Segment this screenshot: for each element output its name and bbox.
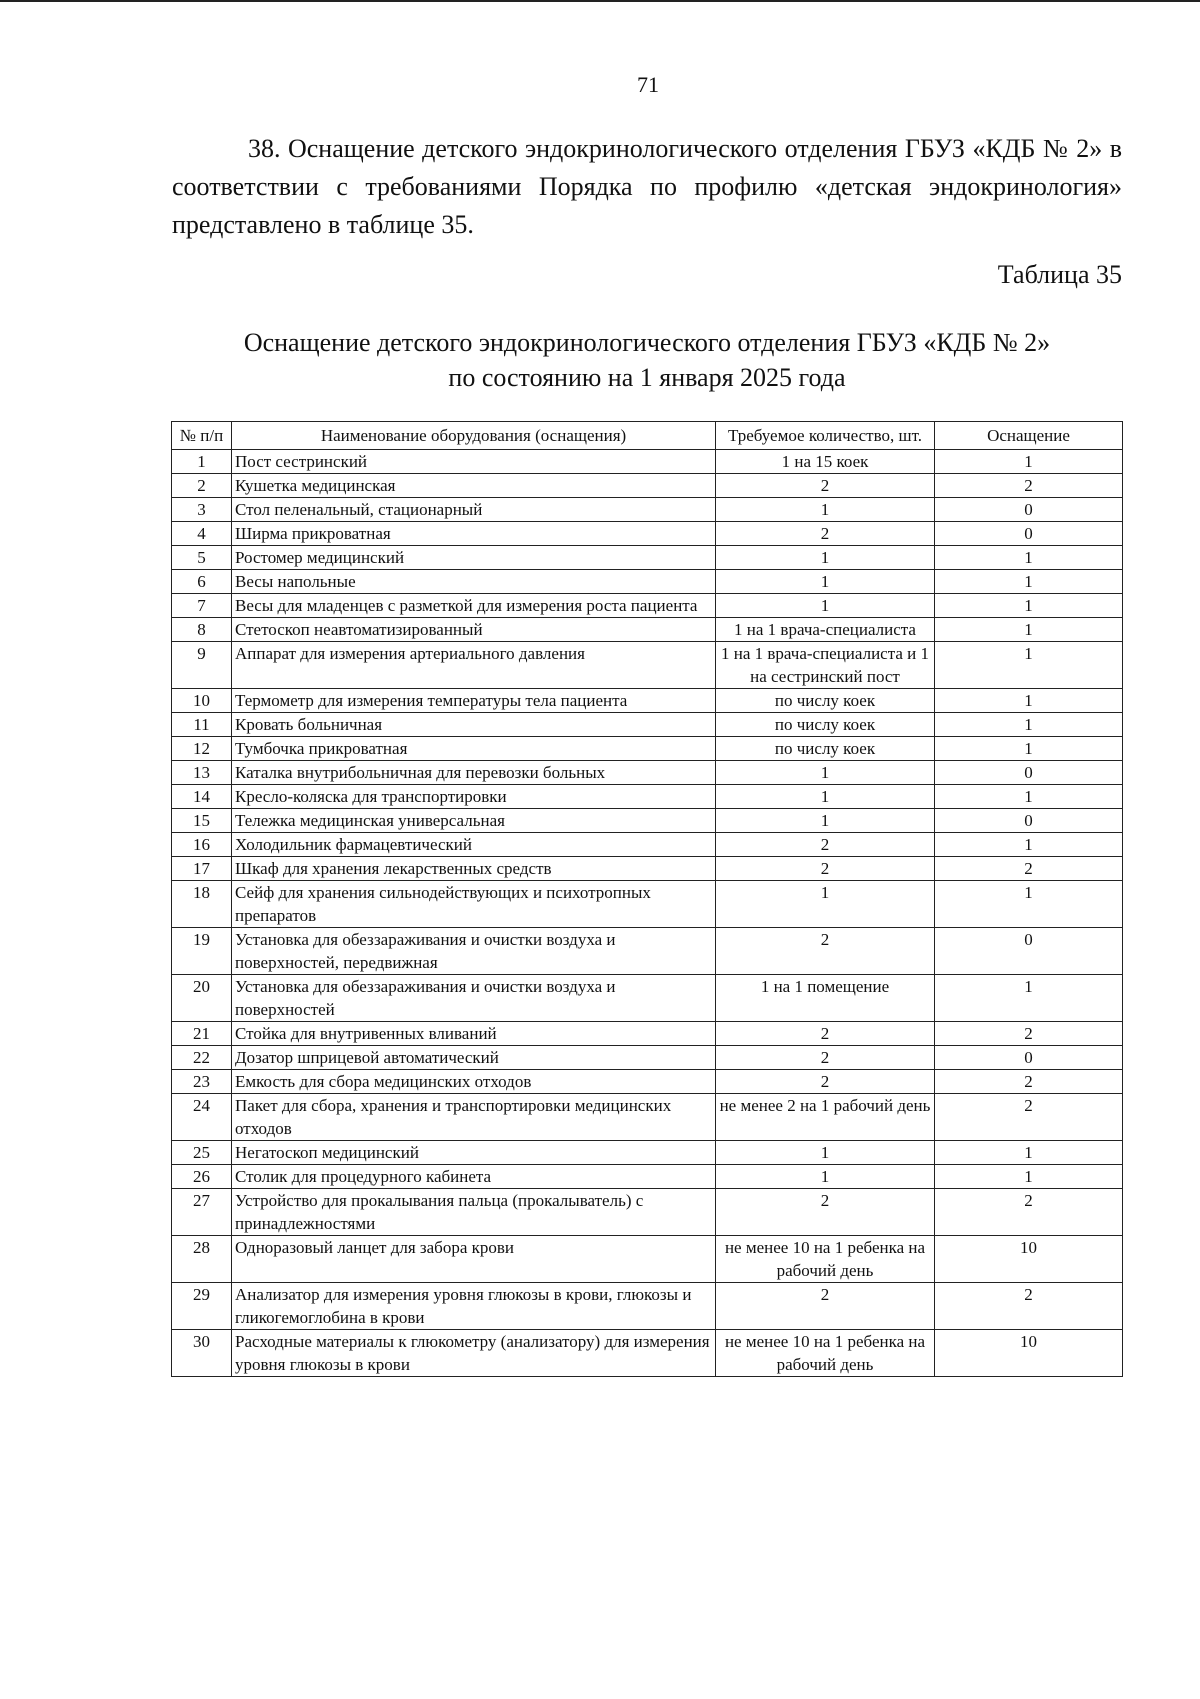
row-num: 27 [172, 1189, 232, 1236]
header-num: № п/п [172, 422, 232, 450]
table-row [172, 522, 1123, 546]
table-row [172, 1283, 1123, 1330]
row-required: не менее 10 на 1 ребенка на рабочий день [716, 1330, 935, 1377]
row-equipped: 2 [935, 474, 1123, 498]
row-equipped: 2 [935, 857, 1123, 881]
table-title-line-1: Оснащение детского эндокринологического отделения ГБУЗ «КДБ № 2» [243, 328, 1051, 357]
row-required: 1 [716, 1141, 935, 1165]
row-name: Анализатор для измерения уровня глюкозы в крови, глюкозы и гликогемоглобина в крови [232, 1283, 716, 1330]
table-row [172, 1046, 1123, 1070]
row-num: 1 [172, 450, 232, 474]
row-equipped: 0 [935, 498, 1123, 522]
row-required: не менее 2 на 1 рабочий день [716, 1094, 935, 1141]
row-required: 1 [716, 1165, 935, 1189]
row-required: 1 [716, 570, 935, 594]
table-row [172, 809, 1123, 833]
table-row [172, 689, 1123, 713]
row-num: 30 [172, 1330, 232, 1377]
row-required: 1 на 1 помещение [716, 975, 935, 1022]
table-row [172, 881, 1123, 928]
row-name: Пакет для сбора, хранения и транспортировки медицинских отходов [232, 1094, 716, 1141]
row-equipped: 2 [935, 1094, 1123, 1141]
table-row [172, 928, 1123, 975]
row-name: Установка для обеззараживания и очистки воздуха и поверхностей [232, 975, 716, 1022]
row-required: 1 [716, 785, 935, 809]
row-equipped: 1 [935, 618, 1123, 642]
row-num: 6 [172, 570, 232, 594]
row-name: Сейф для хранения сильнодействующих и психотропных препаратов [232, 881, 716, 928]
page-number: 71 [637, 72, 659, 97]
row-num: 23 [172, 1070, 232, 1094]
row-equipped: 2 [935, 1189, 1123, 1236]
row-name: Стетоскоп неавтоматизированный [232, 618, 716, 642]
header-required: Требуемое количество, шт. [716, 422, 935, 450]
table-row [172, 713, 1123, 737]
row-equipped: 1 [935, 881, 1123, 928]
row-name: Тележка медицинская универсальная [232, 809, 716, 833]
row-equipped: 0 [935, 809, 1123, 833]
row-num: 21 [172, 1022, 232, 1046]
row-num: 14 [172, 785, 232, 809]
row-num: 11 [172, 713, 232, 737]
row-required: по числу коек [716, 689, 935, 713]
row-num: 15 [172, 809, 232, 833]
row-required: 2 [716, 1022, 935, 1046]
header-equipped: Оснащение [935, 422, 1123, 450]
row-required: 1 [716, 809, 935, 833]
row-name: Негатоскоп медицинский [232, 1141, 716, 1165]
row-name: Тумбочка прикроватная [232, 737, 716, 761]
row-num: 19 [172, 928, 232, 975]
row-num: 17 [172, 857, 232, 881]
row-equipped: 1 [935, 1141, 1123, 1165]
table-row [172, 450, 1123, 474]
row-num: 9 [172, 642, 232, 689]
row-equipped: 2 [935, 1283, 1123, 1330]
row-equipped: 1 [935, 570, 1123, 594]
row-name: Стол пеленальный, стационарный [232, 498, 716, 522]
row-name: Кушетка медицинская [232, 474, 716, 498]
row-required: не менее 10 на 1 ребенка на рабочий день [716, 1236, 935, 1283]
row-num: 8 [172, 618, 232, 642]
row-equipped: 2 [935, 1022, 1123, 1046]
row-num: 2 [172, 474, 232, 498]
row-name: Емкость для сбора медицинских отходов [232, 1070, 716, 1094]
row-required: 2 [716, 833, 935, 857]
row-required: 2 [716, 1046, 935, 1070]
row-required: 1 на 1 врача-специалиста [716, 618, 935, 642]
table-caption: Таблица 35 [997, 260, 1122, 289]
row-num: 16 [172, 833, 232, 857]
table-row [172, 1022, 1123, 1046]
row-name: Кровать больничная [232, 713, 716, 737]
row-name: Ширма прикроватная [232, 522, 716, 546]
page-top-border [0, 0, 1200, 2]
row-name: Стойка для внутривенных вливаний [232, 1022, 716, 1046]
row-num: 7 [172, 594, 232, 618]
row-required: 2 [716, 1283, 935, 1330]
row-required: по числу коек [716, 713, 935, 737]
row-equipped: 1 [935, 546, 1123, 570]
row-num: 5 [172, 546, 232, 570]
table-row [172, 975, 1123, 1022]
row-num: 28 [172, 1236, 232, 1283]
row-name: Весы для младенцев с разметкой для измерения роста пациента [232, 594, 716, 618]
row-required: 1 [716, 594, 935, 618]
row-name: Устройство для прокалывания пальца (прокалыватель) с принадлежностями [232, 1189, 716, 1236]
row-equipped: 10 [935, 1330, 1123, 1377]
table-row [172, 618, 1123, 642]
row-required: 2 [716, 522, 935, 546]
row-name: Установка для обеззараживания и очистки воздуха и поверхностей, передвижная [232, 928, 716, 975]
row-num: 13 [172, 761, 232, 785]
row-num: 29 [172, 1283, 232, 1330]
row-name: Аппарат для измерения артериального давления [232, 642, 716, 689]
table-row [172, 1141, 1123, 1165]
row-name: Столик для процедурного кабинета [232, 1165, 716, 1189]
row-required: 1 [716, 881, 935, 928]
row-required: 2 [716, 1070, 935, 1094]
row-num: 3 [172, 498, 232, 522]
row-required: 2 [716, 928, 935, 975]
row-name: Термометр для измерения температуры тела пациента [232, 689, 716, 713]
row-required: 2 [716, 474, 935, 498]
row-name: Дозатор шприцевой автоматический [232, 1046, 716, 1070]
row-name: Ростомер медицинский [232, 546, 716, 570]
row-equipped: 1 [935, 689, 1123, 713]
row-num: 4 [172, 522, 232, 546]
row-num: 10 [172, 689, 232, 713]
table-body [172, 450, 1123, 1377]
row-equipped: 0 [935, 928, 1123, 975]
table-row [172, 737, 1123, 761]
table-row [172, 1189, 1123, 1236]
row-required: 1 на 1 врача-специалиста и 1 на сестринский пост [716, 642, 935, 689]
row-name: Весы напольные [232, 570, 716, 594]
row-equipped: 1 [935, 737, 1123, 761]
table-row [172, 642, 1123, 689]
table-row [172, 570, 1123, 594]
table-title-line-2: по состоянию на 1 января 2025 года [448, 363, 846, 392]
row-required: 2 [716, 857, 935, 881]
table-row [172, 1236, 1123, 1283]
row-equipped: 1 [935, 594, 1123, 618]
row-equipped: 10 [935, 1236, 1123, 1283]
table-header-row [172, 422, 1123, 450]
table-row [172, 833, 1123, 857]
row-num: 18 [172, 881, 232, 928]
table-row [172, 1094, 1123, 1141]
table-row [172, 1330, 1123, 1377]
row-num: 12 [172, 737, 232, 761]
row-name: Пост сестринский [232, 450, 716, 474]
row-name: Расходные материалы к глюкометру (анализатору) для измерения уровня глюкозы в крови [232, 1330, 716, 1377]
row-equipped: 1 [935, 713, 1123, 737]
table-row [172, 498, 1123, 522]
row-required: 2 [716, 1189, 935, 1236]
row-name: Шкаф для хранения лекарственных средств [232, 857, 716, 881]
row-name: Одноразовый ланцет для забора крови [232, 1236, 716, 1283]
table-row [172, 857, 1123, 881]
row-num: 22 [172, 1046, 232, 1070]
row-required: по числу коек [716, 737, 935, 761]
row-equipped: 1 [935, 450, 1123, 474]
row-name: Каталка внутрибольничная для перевозки больных [232, 761, 716, 785]
row-equipped: 1 [935, 642, 1123, 689]
row-required: 1 на 15 коек [716, 450, 935, 474]
row-equipped: 1 [935, 833, 1123, 857]
row-equipped: 2 [935, 1070, 1123, 1094]
row-name: Холодильник фармацевтический [232, 833, 716, 857]
row-equipped: 0 [935, 1046, 1123, 1070]
row-num: 25 [172, 1141, 232, 1165]
row-equipped: 1 [935, 785, 1123, 809]
row-num: 24 [172, 1094, 232, 1141]
row-equipped: 0 [935, 761, 1123, 785]
row-name: Кресло-коляска для транспортировки [232, 785, 716, 809]
row-num: 20 [172, 975, 232, 1022]
table-row [172, 474, 1123, 498]
equipment-table [171, 421, 1123, 1377]
table-row [172, 1070, 1123, 1094]
row-required: 1 [716, 761, 935, 785]
table-title [172, 325, 1122, 395]
row-equipped: 1 [935, 975, 1123, 1022]
row-num: 26 [172, 1165, 232, 1189]
table-row [172, 1165, 1123, 1189]
row-equipped: 1 [935, 1165, 1123, 1189]
header-name: Наименование оборудования (оснащения) [232, 422, 716, 450]
table-row [172, 785, 1123, 809]
intro-paragraph: 38. Оснащение детского эндокринологического отделения ГБУЗ «КДБ № 2» в соответствии с требованиями Порядка по профилю «детская эндокринология» представлено в таблице 35. [172, 134, 1122, 239]
row-equipped: 0 [935, 522, 1123, 546]
table-row [172, 761, 1123, 785]
row-required: 1 [716, 546, 935, 570]
table-row [172, 546, 1123, 570]
table-row [172, 594, 1123, 618]
row-required: 1 [716, 498, 935, 522]
